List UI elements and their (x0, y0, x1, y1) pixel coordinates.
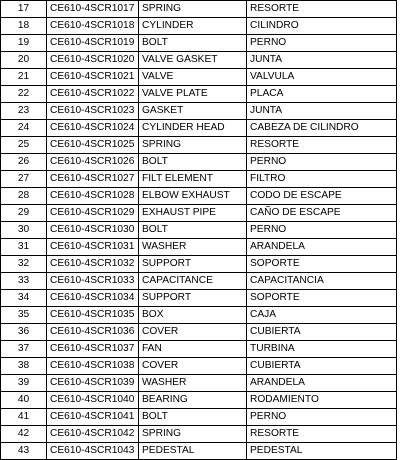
description-english-cell: COVER (139, 324, 247, 341)
description-spanish-cell: PERNO (247, 409, 397, 426)
description-spanish-cell: RESORTE (247, 1, 397, 18)
description-english-cell: BOLT (139, 154, 247, 171)
description-spanish-cell: RODAMIENTO (247, 392, 397, 409)
part-code-cell: CE610-4SCR1033 (47, 273, 139, 290)
description-spanish-cell: PERNO (247, 35, 397, 52)
description-english-cell: VALVE PLATE (139, 86, 247, 103)
description-english-cell: CYLINDER (139, 18, 247, 35)
table-row (1, 341, 397, 358)
item-number-cell: 30 (1, 222, 47, 239)
description-english-cell: SUPPORT (139, 256, 247, 273)
description-english-cell: FAN (139, 341, 247, 358)
description-spanish-cell: ARANDELA (247, 375, 397, 392)
description-spanish-cell: JUNTA (247, 52, 397, 69)
part-code-cell: CE610-4SCR1026 (47, 154, 139, 171)
table-row (1, 1, 397, 18)
description-spanish-cell: CAJA (247, 307, 397, 324)
item-number-cell: 41 (1, 409, 47, 426)
item-number-cell: 38 (1, 358, 47, 375)
item-number-cell: 36 (1, 324, 47, 341)
description-spanish-cell: TURBINA (247, 341, 397, 358)
description-english-cell: WASHER (139, 375, 247, 392)
table-row (1, 239, 397, 256)
part-code-cell: CE610-4SCR1038 (47, 358, 139, 375)
description-spanish-cell: SOPORTE (247, 290, 397, 307)
part-code-cell: CE610-4SCR1017 (47, 1, 139, 18)
part-code-cell: CE610-4SCR1019 (47, 35, 139, 52)
part-code-cell: CE610-4SCR1037 (47, 341, 139, 358)
description-english-cell: BOLT (139, 222, 247, 239)
part-code-cell: CE610-4SCR1043 (47, 443, 139, 460)
description-spanish-cell: CUBIERTA (247, 324, 397, 341)
description-english-cell: SPRING (139, 137, 247, 154)
part-code-cell: CE610-4SCR1032 (47, 256, 139, 273)
item-number-cell: 24 (1, 120, 47, 137)
description-spanish-cell: PEDESTAL (247, 443, 397, 460)
part-code-cell: CE610-4SCR1029 (47, 205, 139, 222)
item-number-cell: 20 (1, 52, 47, 69)
description-english-cell: SUPPORT (139, 290, 247, 307)
description-english-cell: BOLT (139, 35, 247, 52)
description-english-cell: CAPACITANCE (139, 273, 247, 290)
part-code-cell: CE610-4SCR1024 (47, 120, 139, 137)
table-row (1, 222, 397, 239)
item-number-cell: 27 (1, 171, 47, 188)
table-row (1, 358, 397, 375)
item-number-cell: 21 (1, 69, 47, 86)
item-number-cell: 18 (1, 18, 47, 35)
table-row (1, 375, 397, 392)
description-spanish-cell: JUNTA (247, 103, 397, 120)
description-english-cell: SPRING (139, 426, 247, 443)
item-number-cell: 34 (1, 290, 47, 307)
description-english-cell: COVER (139, 358, 247, 375)
item-number-cell: 32 (1, 256, 47, 273)
table-row (1, 103, 397, 120)
table-row (1, 137, 397, 154)
description-english-cell: CYLINDER HEAD (139, 120, 247, 137)
description-spanish-cell: CILINDRO (247, 18, 397, 35)
table-row (1, 426, 397, 443)
part-code-cell: CE610-4SCR1040 (47, 392, 139, 409)
item-number-cell: 26 (1, 154, 47, 171)
part-code-cell: CE610-4SCR1027 (47, 171, 139, 188)
table-row (1, 18, 397, 35)
item-number-cell: 42 (1, 426, 47, 443)
table-row (1, 52, 397, 69)
part-code-cell: CE610-4SCR1022 (47, 86, 139, 103)
description-spanish-cell: PERNO (247, 154, 397, 171)
part-code-cell: CE610-4SCR1036 (47, 324, 139, 341)
table-row (1, 69, 397, 86)
item-number-cell: 19 (1, 35, 47, 52)
table-row (1, 273, 397, 290)
part-code-cell: CE610-4SCR1034 (47, 290, 139, 307)
table-row (1, 443, 397, 460)
item-number-cell: 37 (1, 341, 47, 358)
description-english-cell: WASHER (139, 239, 247, 256)
description-spanish-cell: FILTRO (247, 171, 397, 188)
table-row (1, 256, 397, 273)
item-number-cell: 31 (1, 239, 47, 256)
item-number-cell: 28 (1, 188, 47, 205)
description-english-cell: VALVE GASKET (139, 52, 247, 69)
description-spanish-cell: CAPACITANCIA (247, 273, 397, 290)
description-english-cell: VALVE (139, 69, 247, 86)
table-row (1, 409, 397, 426)
description-spanish-cell: CUBIERTA (247, 358, 397, 375)
item-number-cell: 25 (1, 137, 47, 154)
item-number-cell: 43 (1, 443, 47, 460)
part-code-cell: CE610-4SCR1041 (47, 409, 139, 426)
description-spanish-cell: RESORTE (247, 426, 397, 443)
item-number-cell: 33 (1, 273, 47, 290)
description-spanish-cell: PERNO (247, 222, 397, 239)
item-number-cell: 22 (1, 86, 47, 103)
description-english-cell: GASKET (139, 103, 247, 120)
description-spanish-cell: VALVULA (247, 69, 397, 86)
part-code-cell: CE610-4SCR1028 (47, 188, 139, 205)
item-number-cell: 35 (1, 307, 47, 324)
description-english-cell: BOX (139, 307, 247, 324)
description-english-cell: ELBOW EXHAUST (139, 188, 247, 205)
item-number-cell: 40 (1, 392, 47, 409)
part-code-cell: CE610-4SCR1020 (47, 52, 139, 69)
item-number-cell: 17 (1, 1, 47, 18)
table-row (1, 307, 397, 324)
part-code-cell: CE610-4SCR1039 (47, 375, 139, 392)
table-row (1, 290, 397, 307)
description-english-cell: BOLT (139, 409, 247, 426)
item-number-cell: 39 (1, 375, 47, 392)
part-code-cell: CE610-4SCR1021 (47, 69, 139, 86)
description-english-cell: PEDESTAL (139, 443, 247, 460)
description-english-cell: FILT ELEMENT (139, 171, 247, 188)
part-code-cell: CE610-4SCR1035 (47, 307, 139, 324)
item-number-cell: 29 (1, 205, 47, 222)
table-row (1, 120, 397, 137)
item-number-cell: 23 (1, 103, 47, 120)
part-code-cell: CE610-4SCR1042 (47, 426, 139, 443)
description-spanish-cell: RESORTE (247, 137, 397, 154)
description-spanish-cell: PLACA (247, 86, 397, 103)
table-row (1, 171, 397, 188)
part-code-cell: CE610-4SCR1031 (47, 239, 139, 256)
description-english-cell: EXHAUST PIPE (139, 205, 247, 222)
table-row (1, 154, 397, 171)
table-row (1, 35, 397, 52)
table-row (1, 324, 397, 341)
table-row (1, 205, 397, 222)
part-code-cell: CE610-4SCR1023 (47, 103, 139, 120)
part-code-cell: CE610-4SCR1018 (47, 18, 139, 35)
parts-table-body (1, 1, 397, 460)
description-spanish-cell: CAÑO DE ESCAPE (247, 205, 397, 222)
table-row (1, 188, 397, 205)
description-spanish-cell: SOPORTE (247, 256, 397, 273)
table-row (1, 86, 397, 103)
description-english-cell: SPRING (139, 1, 247, 18)
table-row (1, 392, 397, 409)
part-code-cell: CE610-4SCR1025 (47, 137, 139, 154)
description-english-cell: BEARING (139, 392, 247, 409)
part-code-cell: CE610-4SCR1030 (47, 222, 139, 239)
description-spanish-cell: CODO DE ESCAPE (247, 188, 397, 205)
description-spanish-cell: ARANDELA (247, 239, 397, 256)
description-spanish-cell: CABEZA DE CILINDRO (247, 120, 397, 137)
